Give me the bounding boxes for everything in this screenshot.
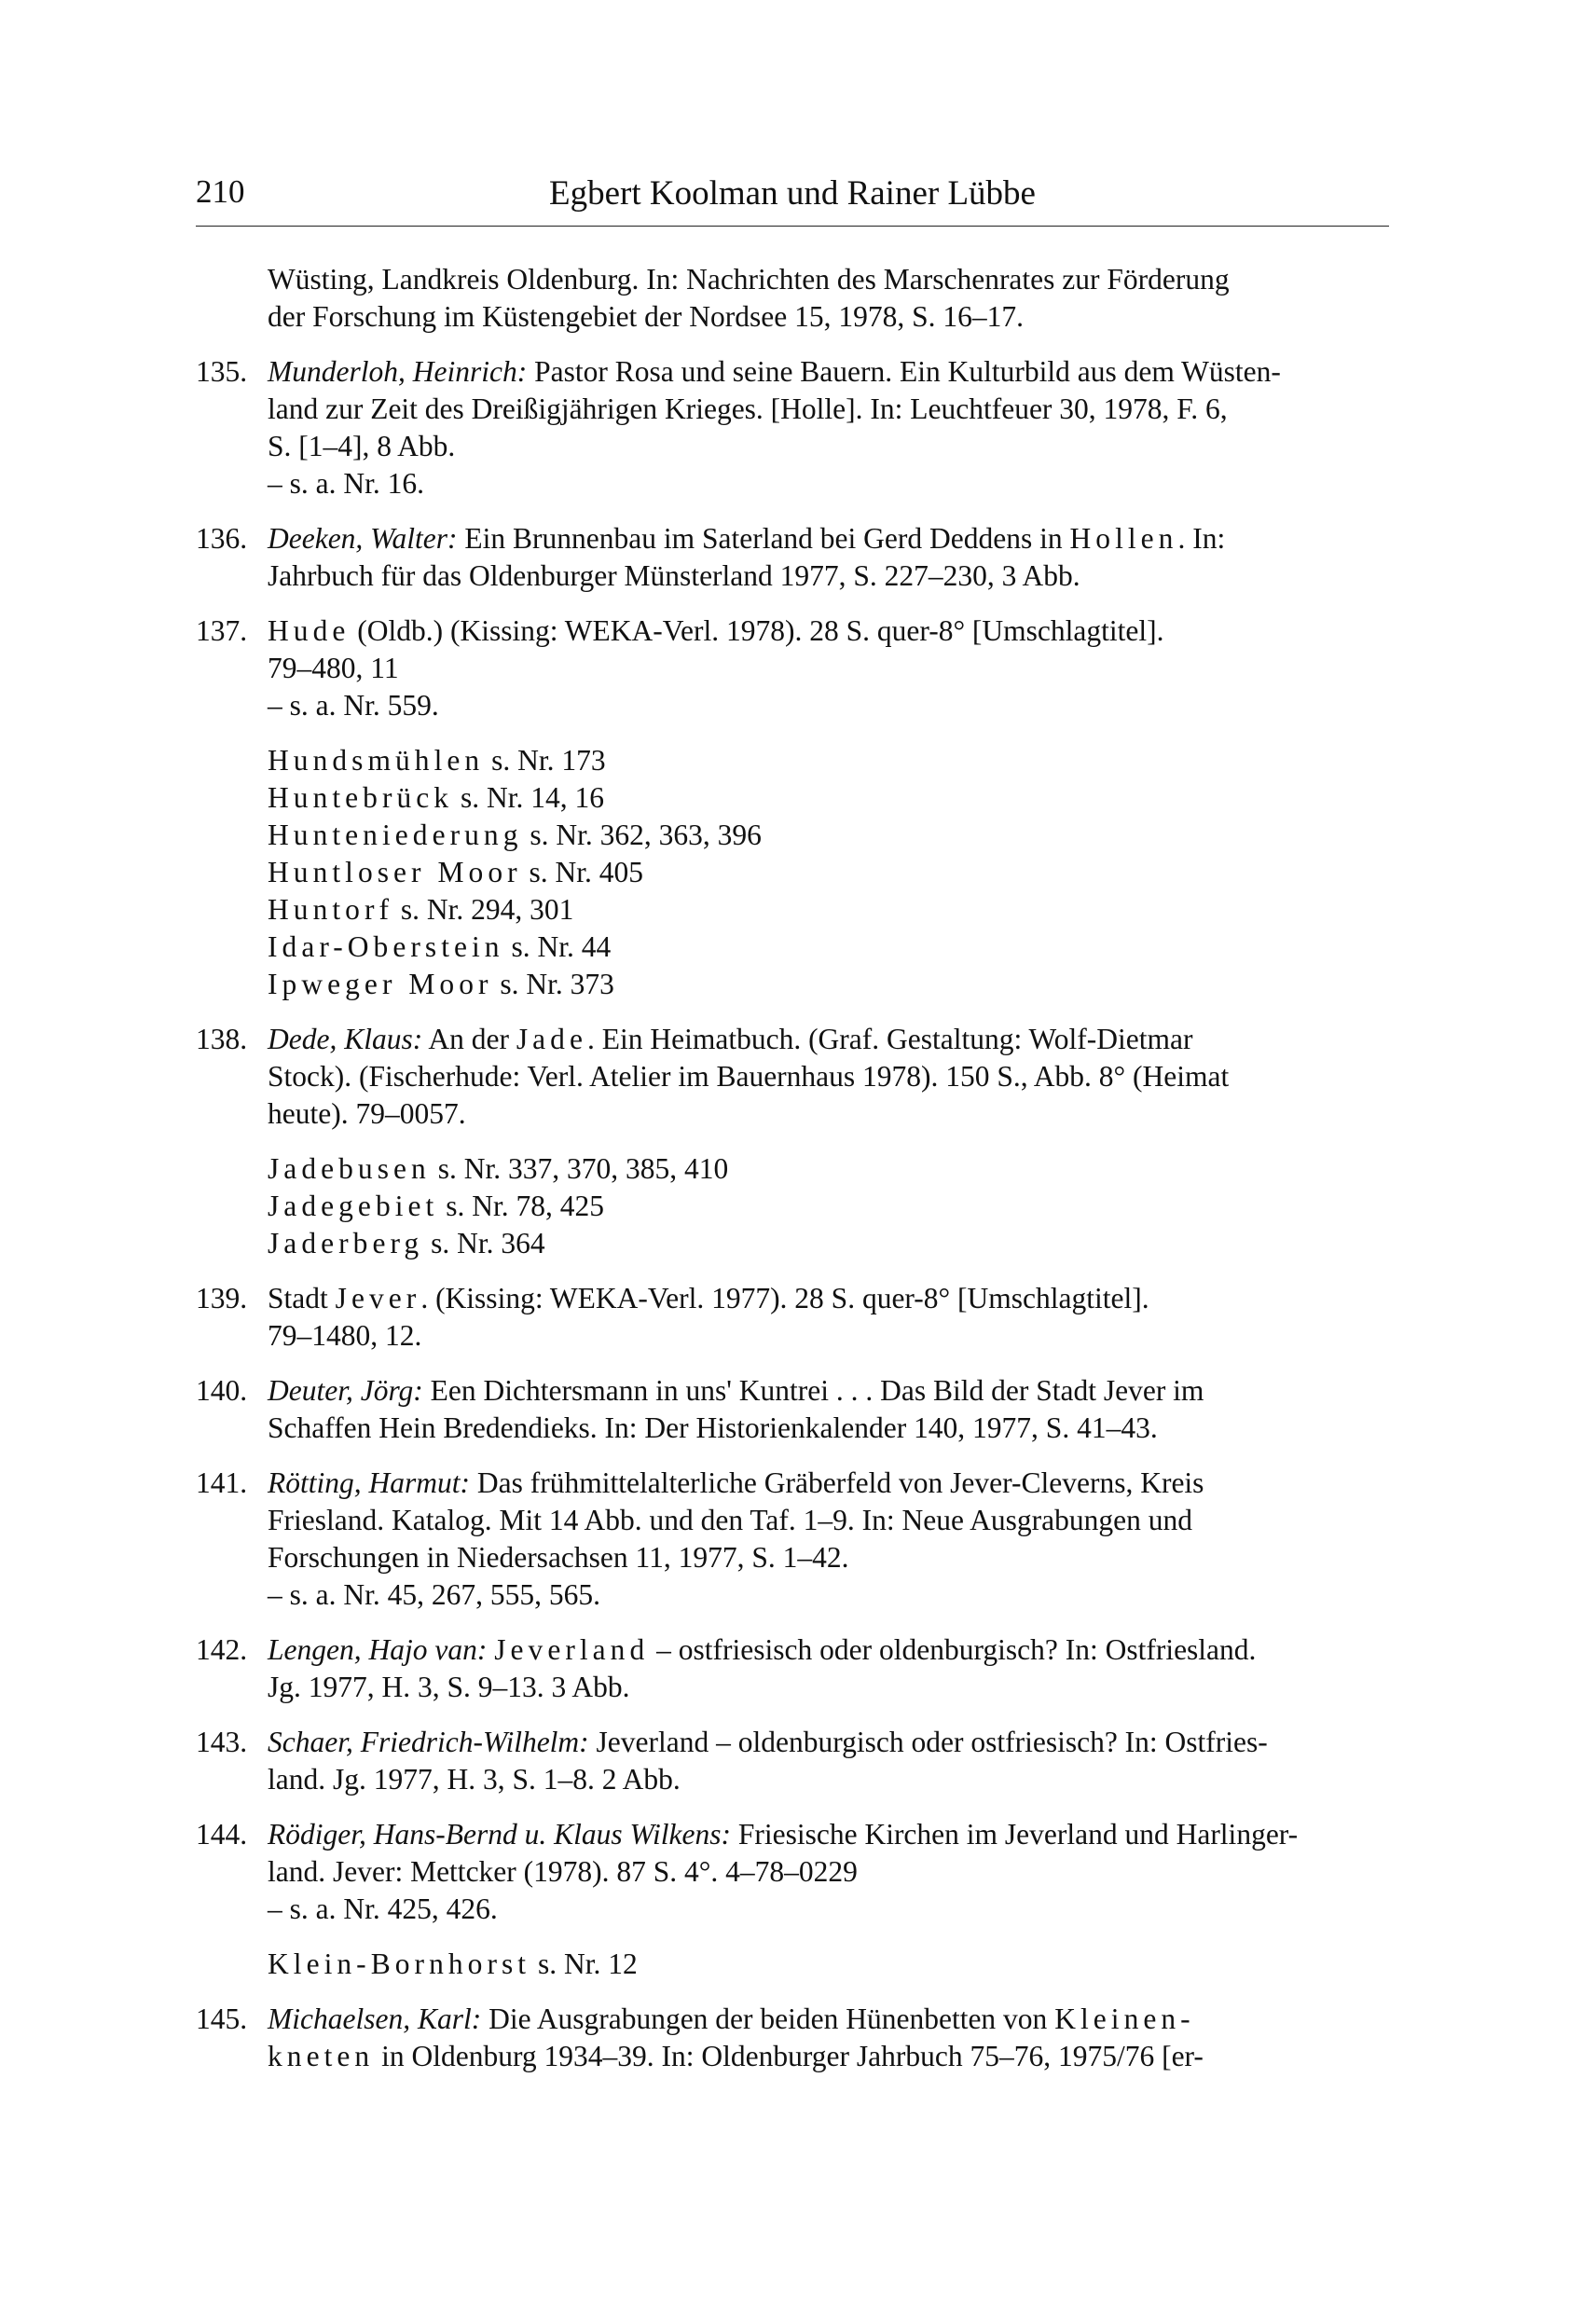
entry-line: Wüsting, Landkreis Oldenburg. In: Nachrichten des Marschenrates zur Förderung bbox=[268, 263, 1230, 296]
entry-author: Michaelsen, Karl: bbox=[268, 2002, 482, 2035]
cross-reference bbox=[268, 817, 1389, 854]
running-head: Egbert Koolman und Rainer Lübbe bbox=[549, 174, 1036, 213]
entry-text: Een Dichtersmann in uns' Kuntrei . . . Das Bild der Stadt Jever im bbox=[430, 1374, 1204, 1407]
entry-text: Friesische Kirchen im Jeverland und Harlinger- bbox=[737, 1818, 1299, 1851]
spaced-keyword: Jade bbox=[516, 1023, 587, 1055]
entry-text: . (Kissing: WEKA-Verl. 1977). 28 S. quer-8° [Umschlagtitel]. bbox=[420, 1282, 1149, 1314]
entry-author: Schaer, Friedrich-Wilhelm: bbox=[268, 1726, 589, 1758]
entry-text: 79–1480, 12. bbox=[268, 1319, 422, 1352]
entry-text: Stock). (Fischerhude: Verl. Atelier im Bauernhaus 1978). 150 S., Abb. 8° (Heimat bbox=[268, 1060, 1230, 1093]
entry-see-also: – s. a. Nr. 16. bbox=[268, 467, 424, 500]
entry-text: heute). 79–0057. bbox=[268, 1097, 466, 1130]
xref-term: Hundsmühlen bbox=[268, 744, 485, 777]
bibliography-entry bbox=[196, 1724, 1389, 1798]
bibliography-list bbox=[196, 261, 1389, 2093]
entry-text: Stadt bbox=[268, 1282, 328, 1314]
xref-ref: s. Nr. 78, 425 bbox=[446, 1190, 604, 1222]
bibliography-entry bbox=[196, 1816, 1389, 1928]
entry-text: . In: bbox=[1177, 522, 1226, 555]
bibliography-entry bbox=[196, 520, 1389, 595]
entry-text: land. Jg. 1977, H. 3, S. 1–8. 2 Abb. bbox=[268, 1763, 681, 1796]
spaced-keyword: Hude bbox=[268, 614, 351, 647]
entry-number: 143. bbox=[196, 1726, 248, 1758]
entry-text: Das frühmittelalterliche Gräberfeld von Jever-Cleverns, Kreis bbox=[476, 1466, 1204, 1499]
entry-see-also: – s. a. Nr. 559. bbox=[268, 689, 439, 722]
xref-term: Hunteniederung bbox=[268, 819, 523, 851]
entry-text: Jg. 1977, H. 3, S. 9–13. 3 Abb. bbox=[268, 1671, 630, 1703]
cross-reference-group bbox=[196, 1150, 1389, 1262]
xref-ref: s. Nr. 337, 370, 385, 410 bbox=[437, 1152, 729, 1185]
cross-reference bbox=[268, 854, 1389, 891]
entry-text: in Oldenburg 1934–39. In: Oldenburger Jahrbuch 75–76, 1975/76 [er- bbox=[381, 2040, 1204, 2072]
bibliography-entry bbox=[196, 1465, 1389, 1614]
entry-text: An der bbox=[428, 1023, 509, 1055]
xref-term: Jadebusen bbox=[268, 1152, 431, 1185]
entry-number: 135. bbox=[196, 355, 248, 388]
xref-ref: s. Nr. 373 bbox=[500, 968, 614, 1000]
entry-author: Rötting, Harmut: bbox=[268, 1466, 470, 1499]
bibliography-entry bbox=[196, 2001, 1389, 2075]
entry-text: Jahrbuch für das Oldenburger Münsterland 1977, S. 227–230, 3 Abb. bbox=[268, 559, 1080, 592]
page-number: 210 bbox=[196, 173, 245, 210]
bibliography-entry bbox=[196, 1021, 1389, 1133]
entry-author: Deeken, Walter: bbox=[268, 522, 458, 555]
xref-term: Klein-Bornhorst bbox=[268, 1947, 531, 1980]
cross-reference bbox=[268, 1225, 1389, 1262]
cross-reference bbox=[268, 779, 1389, 817]
entry-author: Munderloh, Heinrich: bbox=[268, 355, 528, 388]
entry-see-also: – s. a. Nr. 45, 267, 555, 565. bbox=[268, 1578, 600, 1611]
spaced-keyword: Jever bbox=[335, 1282, 421, 1314]
xref-ref: s. Nr. 405 bbox=[529, 856, 644, 888]
cross-reference bbox=[268, 1946, 1389, 1983]
xref-term: Huntloser Moor bbox=[268, 856, 522, 888]
header-rule bbox=[196, 226, 1389, 227]
entry-number: 136. bbox=[196, 522, 248, 555]
entry-text: land zur Zeit des Dreißigjährigen Krieges. [Holle]. In: Leuchtfeuer 30, 1978, F. 6, bbox=[268, 392, 1228, 425]
bibliography-entry bbox=[196, 612, 1389, 724]
entry-text: Ein Brunnenbau im Saterland bei Gerd Deddens in bbox=[464, 522, 1063, 555]
entry-author: Rödiger, Hans-Bernd u. Klaus Wilkens: bbox=[268, 1818, 731, 1851]
entry-text: S. [1–4], 8 Abb. bbox=[268, 430, 456, 462]
entry-text: Forschungen in Niedersachsen 11, 1977, S. 1–42. bbox=[268, 1541, 849, 1574]
xref-ref: s. Nr. 14, 16 bbox=[460, 781, 604, 814]
bibliography-entry bbox=[196, 353, 1389, 502]
entry-see-also: – s. a. Nr. 425, 426. bbox=[268, 1892, 498, 1925]
cross-reference bbox=[268, 1188, 1389, 1225]
entry-number: 140. bbox=[196, 1374, 248, 1407]
xref-ref: s. Nr. 364 bbox=[431, 1227, 545, 1259]
entry-author: Deuter, Jörg: bbox=[268, 1374, 423, 1407]
entry-number: 145. bbox=[196, 2002, 248, 2035]
xref-ref: s. Nr. 294, 301 bbox=[400, 893, 574, 926]
xref-term: Huntorf bbox=[268, 893, 394, 926]
cross-reference bbox=[268, 1150, 1389, 1188]
cross-reference bbox=[268, 742, 1389, 779]
entry-number: 137. bbox=[196, 614, 248, 647]
entry-number: 141. bbox=[196, 1466, 248, 1499]
entry-text: . Ein Heimatbuch. (Graf. Gestaltung: Wolf-Dietmar bbox=[587, 1023, 1193, 1055]
entry-line: der Forschung im Küstengebiet der Nordsee 15, 1978, S. 16–17. bbox=[268, 300, 1025, 333]
entry-number: 139. bbox=[196, 1282, 248, 1314]
entry-number: 138. bbox=[196, 1023, 248, 1055]
cross-reference bbox=[268, 929, 1389, 966]
bibliography-entry bbox=[196, 1280, 1389, 1355]
xref-term: Ipweger Moor bbox=[268, 968, 493, 1000]
page-header bbox=[196, 164, 1389, 220]
xref-ref: s. Nr. 173 bbox=[491, 744, 606, 777]
entry-text: Pastor Rosa und seine Bauern. Ein Kulturbild aus dem Wüsten- bbox=[534, 355, 1281, 388]
xref-term: Jadegebiet bbox=[268, 1190, 439, 1222]
entry-number: 144. bbox=[196, 1818, 248, 1851]
entry-text: (Oldb.) (Kissing: WEKA-Verl. 1978). 28 S. quer-8° [Umschlagtitel]. bbox=[357, 614, 1164, 647]
cross-reference-group bbox=[196, 742, 1389, 1003]
entry-text: Jeverland – oldenburgisch oder ostfriesisch? In: Ostfries- bbox=[596, 1726, 1268, 1758]
bibliography-entry bbox=[196, 1372, 1389, 1447]
cross-reference bbox=[268, 891, 1389, 929]
cross-reference bbox=[268, 966, 1389, 1003]
xref-term: Jaderberg bbox=[268, 1227, 424, 1259]
entry-text: – ostfriesisch oder oldenburgisch? In: Ostfriesland. bbox=[656, 1633, 1257, 1666]
xref-term: Idar-Oberstein bbox=[268, 930, 504, 963]
entry-number: 142. bbox=[196, 1633, 248, 1666]
spaced-keyword: Kleinen- bbox=[1054, 2002, 1195, 2035]
entry-author: Dede, Klaus: bbox=[268, 1023, 423, 1055]
xref-ref: s. Nr. 12 bbox=[537, 1947, 638, 1980]
xref-ref: s. Nr. 362, 363, 396 bbox=[530, 819, 762, 851]
entry-text: 79–480, 11 bbox=[268, 652, 399, 684]
cross-reference-group bbox=[196, 1946, 1389, 1983]
spaced-keyword: Hollen bbox=[1069, 522, 1178, 555]
continued-entry bbox=[196, 261, 1389, 336]
xref-term: Huntebrück bbox=[268, 781, 454, 814]
entry-text: Friesland. Katalog. Mit 14 Abb. und den Taf. 1–9. In: Neue Ausgrabungen und bbox=[268, 1504, 1192, 1536]
entry-text: Die Ausgrabungen der beiden Hünenbetten von bbox=[488, 2002, 1048, 2035]
entry-text: land. Jever: Mettcker (1978). 87 S. 4°. 4–78–0229 bbox=[268, 1855, 858, 1888]
bibliography-entry bbox=[196, 1631, 1389, 1706]
spaced-keyword: kneten bbox=[268, 2040, 375, 2072]
spaced-keyword: Jeverland bbox=[494, 1633, 650, 1666]
entry-text: Schaffen Hein Bredendieks. In: Der Historienkalender 140, 1977, S. 41–43. bbox=[268, 1411, 1158, 1444]
entry-author: Lengen, Hajo van: bbox=[268, 1633, 488, 1666]
xref-ref: s. Nr. 44 bbox=[511, 930, 612, 963]
